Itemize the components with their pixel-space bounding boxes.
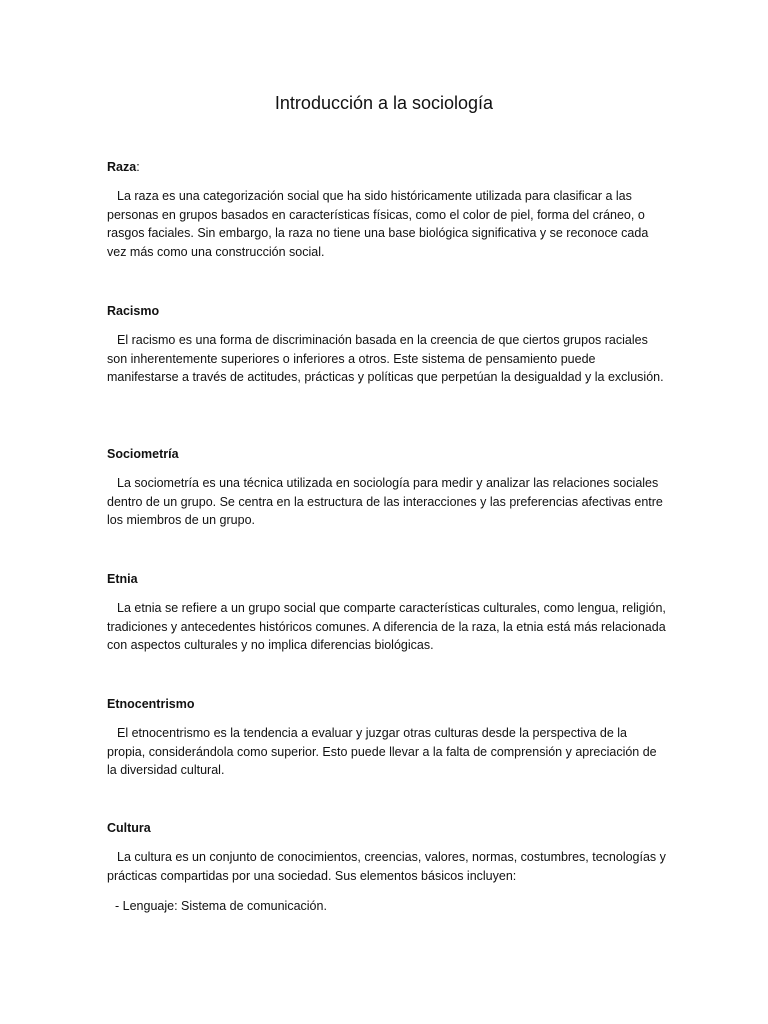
section-body: El etnocentrismo es la tendencia a evaluar y juzgar otras culturas desde la perspectiva de la propia, considerándola como superior. Esto puede llevar a la falta de comprensión y apreciación de la diversidad cultural. xyxy=(107,726,657,778)
section-sociometria xyxy=(107,445,667,530)
section-body: La cultura es un conjunto de conocimientos, creencias, valores, normas, costumbres, tecnologías y prácticas compartidas por una sociedad. Sus elementos básicos incluyen: xyxy=(107,850,666,883)
section-raza xyxy=(107,158,667,261)
section-heading: Sociometría xyxy=(107,447,179,461)
section-racismo xyxy=(107,302,667,387)
section-body: El racismo es una forma de discriminación basada en la creencia de que ciertos grupos raciales son inherentemente superiores o inferiores a otros. Este sistema de pensamiento puede manifestarse a través de actitudes, prácticas y políticas que perpetúan la desigualdad y la exclusión. xyxy=(107,333,664,385)
section-etnocentrismo xyxy=(107,695,667,780)
section-heading: Racismo xyxy=(107,304,160,318)
section-etnia xyxy=(107,570,667,655)
section-cultura xyxy=(107,819,667,916)
section-body: La raza es una categorización social que ha sido históricamente utilizada para clasificar a las personas en grupos basados en características físicas, como el color de piel, forma del cráneo, o rasgos faciales. Sin embargo, la raza no tiene una base biológica significativa y se reconoce cada vez más como una construcción social. xyxy=(107,189,649,259)
section-body: La etnia se refiere a un grupo social que comparte características culturales, como lengua, religión, tradiciones y antecedentes históricos comunes. A diferencia de la raza, la etnia está más relacionada con aspectos culturales y no implica diferencias biológicas. xyxy=(107,601,666,653)
section-heading-text: Raza xyxy=(107,160,137,174)
document-title: Introducción a la sociología xyxy=(274,93,494,113)
section-heading: Cultura xyxy=(107,821,151,835)
list-item: - Lenguaje: Sistema de comunicación. xyxy=(115,899,327,914)
section-body: La sociometría es una técnica utilizada en sociología para medir y analizar las relaciones sociales dentro de un grupo. Se centra en la estructura de las interacciones y las preferencias afectivas entre los miembros de un grupo. xyxy=(107,476,663,528)
section-heading: Etnia xyxy=(107,572,138,586)
section-heading-colon: : xyxy=(136,160,140,174)
section-heading: Etnocentrismo xyxy=(107,697,195,711)
section-heading xyxy=(107,158,667,176)
